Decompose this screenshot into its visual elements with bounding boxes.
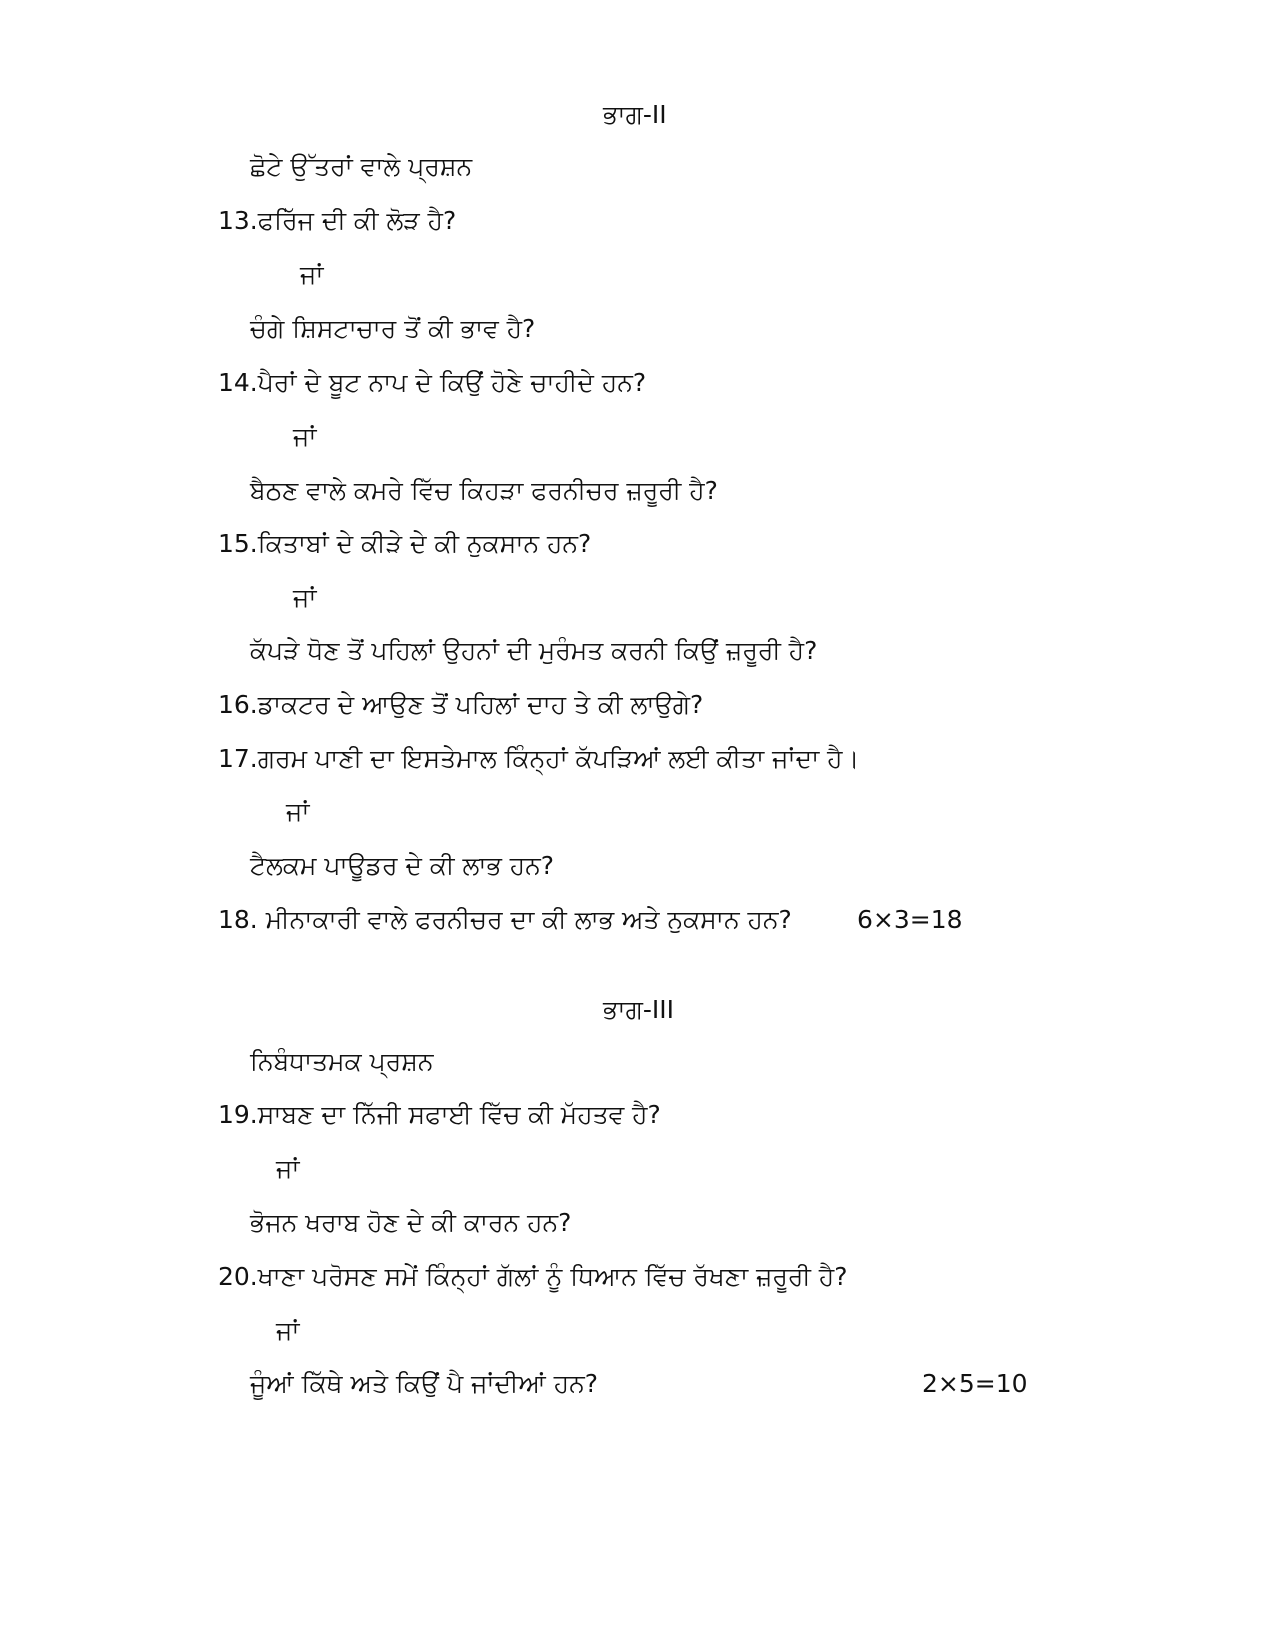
question-19: 19.ਸਾਬਣ ਦਾ ਨਿੱਜੀ ਸਫਾਈ ਵਿੱਚ ਕੀ ਮੱਹਤਵ ਹੈ?: [218, 1100, 661, 1129]
question-17: 17.ਗਰਮ ਪਾਣੀ ਦਾ ਇਸਤੇਮਾਲ ਕਿੰਨ੍ਹਾਂ ਕੱਪੜਿਆਂ ਲਈ ਕੀਤਾ ਜਾਂਦਾ ਹੈ।: [218, 744, 860, 773]
question-14-alternative: ਬੈਠਣ ਵਾਲੇ ਕਮਰੇ ਵਿੱਚ ਕਿਹੜਾ ਫਰਨੀਚਰ ਜ਼ਰੂਰੀ ਹੈ?: [250, 476, 718, 505]
part2-marks: 6×3=18: [857, 905, 963, 934]
or-label: ਜਾਂ: [286, 797, 310, 826]
question-15: 15.ਕਿਤਾਬਾਂ ਦੇ ਕੀੜੇ ਦੇ ਕੀ ਨੁਕਸਾਨ ਹਨ?: [218, 529, 592, 558]
question-19-alternative: ਭੋਜਨ ਖਰਾਬ ਹੋਣ ਦੇ ਕੀ ਕਾਰਨ ਹਨ?: [250, 1208, 572, 1237]
question-17-alternative: ਟੈਲਕਮ ਪਾਊਡਰ ਦੇ ਕੀ ਲਾਭ ਹਨ?: [250, 851, 555, 880]
or-label: ਜਾਂ: [300, 260, 324, 289]
question-20: 20.ਖਾਣਾ ਪਰੋਸਣ ਸਮੇਂ ਕਿੰਨ੍ਹਾਂ ਗੱਲਾਂ ਨੂੰ ਧਿਆਨ ਵਿੱਚ ਰੱਖਣਾ ਜ਼ਰੂਰੀ ਹੈ?: [218, 1262, 848, 1291]
question-14: 14.ਪੈਰਾਂ ਦੇ ਬੂਟ ਨਾਪ ਦੇ ਕਿਉਂ ਹੋਣੇ ਚਾਹੀਦੇ ਹਨ?: [218, 368, 647, 397]
question-15-alternative: ਕੱਪੜੇ ਧੋਣ ਤੋਂ ਪਹਿਲਾਂ ਉਹਨਾਂ ਦੀ ਮੁਰੰਮਤ ਕਰਨੀ ਕਿਉਂ ਜ਼ਰੂਰੀ ਹੈ?: [250, 636, 818, 665]
question-20-alternative: ਜੂੰਆਂ ਕਿੱਥੇ ਅਤੇ ਕਿਉਂ ਪੈ ਜਾਂਦੀਆਂ ਹਨ?: [250, 1369, 599, 1398]
part2-heading: ਭਾਗ-II: [603, 100, 667, 129]
or-label: ਜਾਂ: [293, 422, 317, 451]
question-13: 13.ਫਰਿੱਜ ਦੀ ਕੀ ਲੋੜ ਹੈ?: [218, 206, 457, 235]
part3-subheading: ਨਿਬੰਧਾਤਮਕ ਪ੍ਰਸ਼ਨ: [250, 1047, 434, 1076]
or-label: ਜਾਂ: [276, 1154, 300, 1183]
part2-subheading: ਛੋਟੇ ਉੱਤਰਾਂ ਵਾਲੇ ਪ੍ਰਸ਼ਨ: [250, 152, 473, 181]
question-18: 18. ਮੀਨਾਕਾਰੀ ਵਾਲੇ ਫਰਨੀਚਰ ਦਾ ਕੀ ਲਾਭ ਅਤੇ ਨੁਕਸਾਨ ਹਨ?: [218, 905, 792, 934]
or-label: ਜਾਂ: [293, 583, 317, 612]
part3-heading: ਭਾਗ-III: [603, 995, 675, 1024]
question-13-alternative: ਚੰਗੇ ਸ਼ਿਸਟਾਚਾਰ ਤੋਂ ਕੀ ਭਾਵ ਹੈ?: [250, 314, 536, 343]
part3-marks: 2×5=10: [922, 1369, 1028, 1398]
or-label: ਜਾਂ: [276, 1316, 300, 1345]
question-16: 16.ਡਾਕਟਰ ਦੇ ਆਉਣ ਤੋਂ ਪਹਿਲਾਂ ਦਾਹ ਤੇ ਕੀ ਲਾਉਗੇ?: [218, 690, 704, 719]
